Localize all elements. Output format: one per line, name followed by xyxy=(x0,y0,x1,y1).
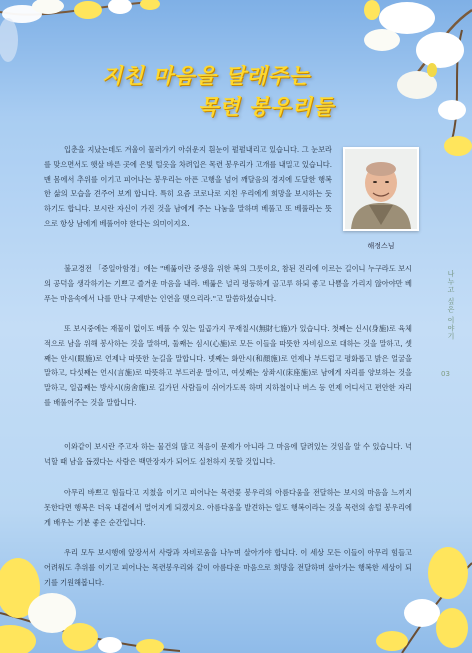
paragraph-5: 아무리 바쁘고 힘들다고 지쳤을 이기고 피어나는 목련꽃 봉우리의 아름다움을 전달하는 보시의 마음을 느끼지 못한다면 행복은 더욱 내곁에서 멀어지게 되겠지요. 아름다움을 발견하는 일도 행복이라는 것을 목련의 솜털 봉우리에게 배우는 기분 좋은 순간입니다. xyxy=(44,488,412,527)
paragraph-3: 또 보시중에는 재물이 없이도 베풀 수 있는 일곱가지 무재칠시(無財七施)가 있습니다. 첫째는 신시(身施)로 육체적으로 남을 위해 봉사하는 것을 말하며, 둘째는 심시(心施)로 모든 이들을 따뜻한 자비심으로 대하는 것을 말하고, 셋째는 안시(眼施)로 언제나 따뜻한 눈길을 말합니다. 넷째는 화안시(和顔施)로 언제나 부드럽고 평화롭고 밝은 얼굴을 말하고, 다섯째는 언시(言施)로 따뜻하고 부드러운 말이고, 여섯째는 상좌시(床座施)로 남에게 자리를 양보하는 것을 말하고, 일곱째는 방사시(房舍施)로 길가던 사람들이 쉬어가도록 하며 지하철이나 버스 등 언제 어디서고 편안한 자리를 배풀어주는 것을 말합니다. xyxy=(44,324,412,407)
paragraph-6: 우리 모두 보시행에 앞장서서 사랑과 자비로움을 나누며 살아가야 합니다. 이 세상 모든 이들이 아무리 힘들고 어려워도 추위를 이기고 피어나는 목련봉우리와 같이 아름다운 마음으로 희망을 전달하며 살아가는 행복한 세상이 되기를 기원해봅니다. xyxy=(44,548,412,587)
author-caption: 해정스님 xyxy=(367,242,395,250)
paragraph-1: 입춘을 지났는데도 겨울이 물러가기 아쉬운지 흰눈이 펄펄내리고 있습니다. 그 눈보라를 맞으면서도 햇살 바른 곳에 은빛 털옷을 차려입은 목련 봉우리가 고개를 내밀고 있습니다. 맨 몸에서 추위를 이기고 피어나는 봉우리는 아픈 고행을 넘어 깨달음의 경지에 도달한 행복한 삶의 모습을 견주어 보게 합니다. 특히 요즘 코로나로 지친 우리에게 희망을 보시하는 듯 하기도 합니다. 보시란 자신이 가진 것을 남에게 주는 나눔을 말하며 베풀고 또 베풀라는 뜻으로 항상 남에게 베풀어야 한다는 의미이지요. xyxy=(44,145,332,228)
magnolia-right-edge-decoration xyxy=(436,128,472,168)
article-title-line-2: 목련 봉우리들 xyxy=(197,94,335,119)
section-sidebar-label: 나누고 싶은 이야기 xyxy=(447,270,455,341)
author-photo xyxy=(343,147,419,231)
article-title-line-1: 지친 마음을 달래주는 xyxy=(101,63,311,88)
page-number: 03 xyxy=(441,370,450,378)
paragraph-4: 이와같이 보시란 주고자 하는 물건의 많고 적음이 문제가 아니라 그 마음에 달려있는 것임을 알 수 있습니다. 넉넉할 때 남을 돕겠다는 사람은 백만장자가 되어도 실천하지 못할 것입니다. xyxy=(44,442,412,466)
paragraph-2: 불교경전 「증일아함경」에는 "베풂이란 중생을 위한 복의 그릇이요, 참된 진리에 이르는 길이니 누구라도 보시의 공덕을 생각하기는 기쁘고 즐거운 마음을 내라. 베풂은 널리 평등하게 골고루 하되 좋고 나쁨을 가리지 않아야만 베푸는 마음속에서 나를 만나 구제받는 인연을 맺으리라."고 말씀하셨습니다. xyxy=(44,264,412,303)
